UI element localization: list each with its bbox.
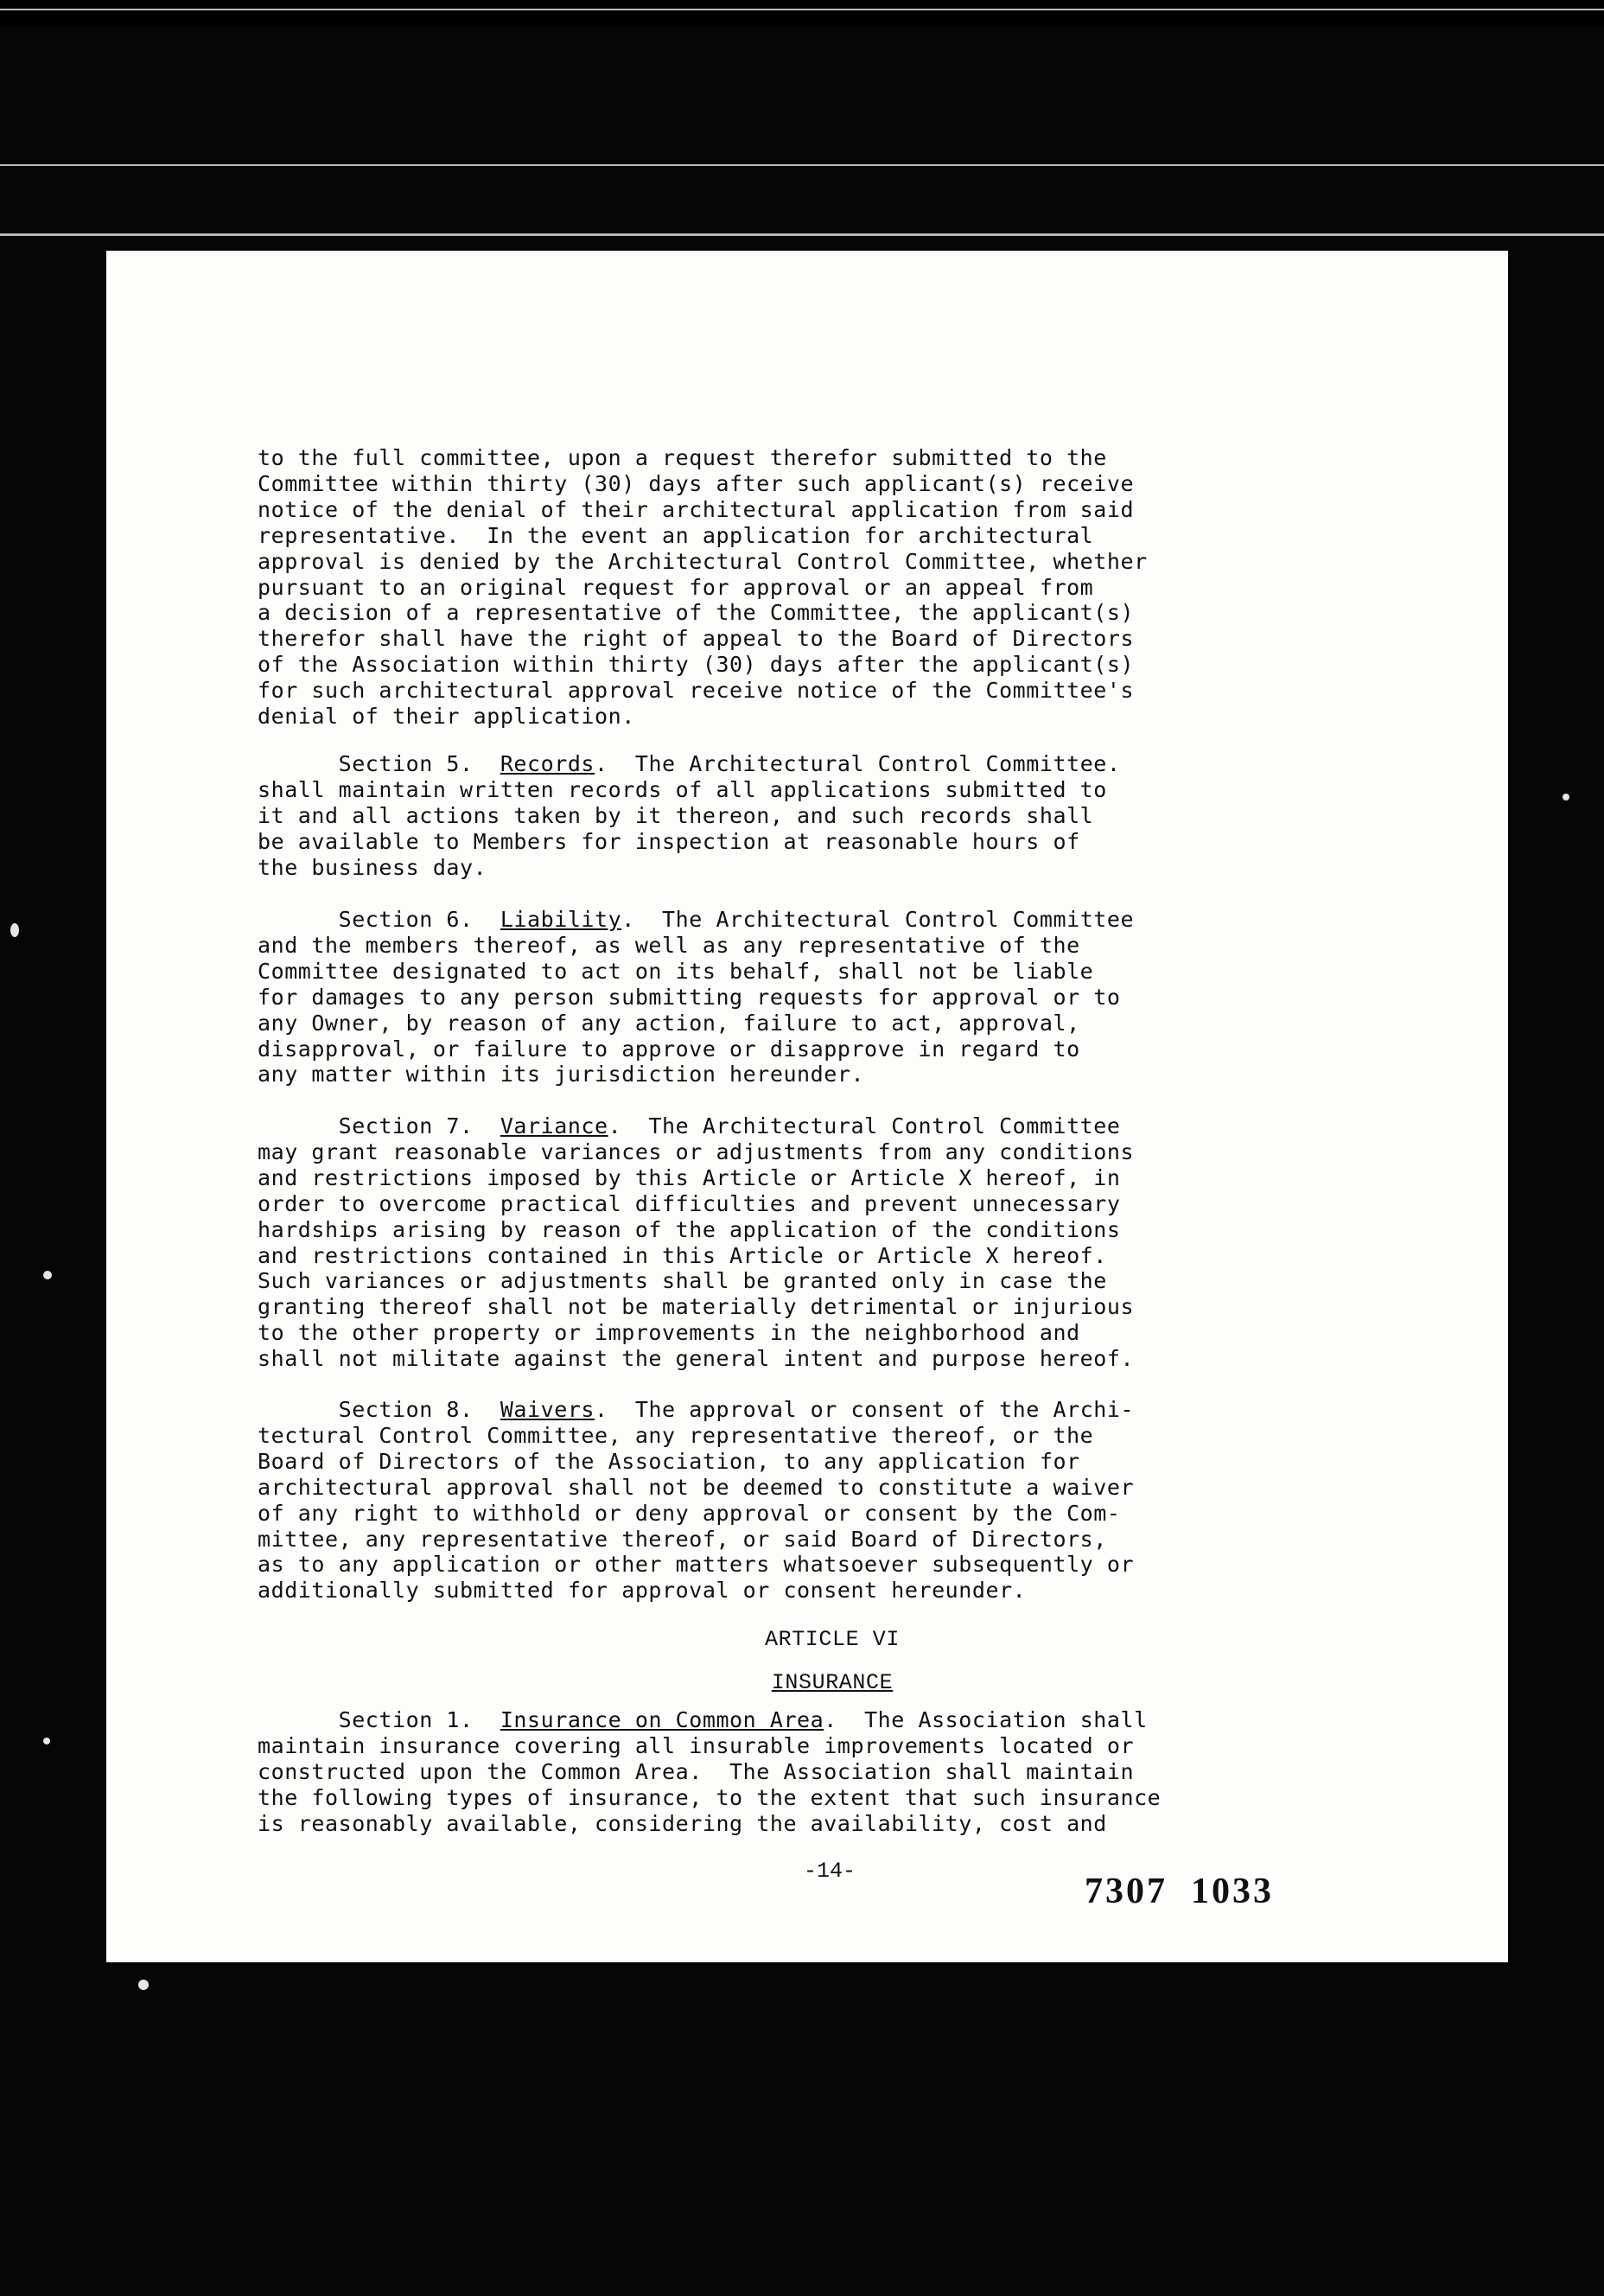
section-7 xyxy=(258,1113,1407,1372)
article-section-1-title: Insurance on Common Area xyxy=(500,1707,824,1732)
article-section-1-body: maintain insurance covering all insurable improvements located or constructed upon the Common Area. The Association shall maintain the following types of insurance, to the extent that such insurance is reasonably available, considering the availability, cost and xyxy=(258,1732,1162,1836)
section-5-number: Section 5. xyxy=(338,751,474,776)
article-section-1-number: Section 1. xyxy=(338,1707,474,1732)
section-8 xyxy=(258,1397,1407,1604)
article-section-1 xyxy=(258,1707,1407,1837)
article-title-text: INSURANCE xyxy=(771,1670,894,1695)
section-7-title: Variance xyxy=(500,1113,608,1138)
speck xyxy=(43,1738,50,1744)
article-section-1-first-line: . The Association shall xyxy=(824,1707,1148,1732)
scan-line xyxy=(0,233,1604,236)
section-8-number: Section 8. xyxy=(338,1397,474,1422)
speck xyxy=(10,923,19,937)
section-6 xyxy=(258,907,1407,1087)
section-5-first-line: . The Architectural Control Committee. xyxy=(595,751,1121,776)
section-6-title: Liability xyxy=(500,907,622,932)
section-6-first-line: . The Architectural Control Committee xyxy=(621,907,1135,932)
speck xyxy=(138,1980,149,1990)
section-5-title: Records xyxy=(500,751,595,776)
section-5 xyxy=(258,751,1407,881)
speck xyxy=(43,1271,52,1279)
document-number: 7307 1033 xyxy=(1085,1872,1274,1911)
article-title xyxy=(258,1670,1407,1695)
section-5-body: shall maintain written records of all applications submitted to it and all actions taken by it thereon, and such records shall be available to Members for inspection at reasonable hours of the business day. xyxy=(258,776,1107,880)
scan-line xyxy=(0,9,1604,10)
scan-line xyxy=(0,164,1604,166)
section-8-body: tectural Control Committee, any representative thereof, or the Board of Directors of the Association, to any application for architectural approval shall not be deemed to constitute a waiver of any right to withhold or deny approval or consent by the Com- mittee, any representative thereof, or said Board of Directors, as to any application or other matters whatsoever subsequently or additionally submitted for approval or consent hereunder. xyxy=(258,1422,1135,1604)
speck xyxy=(1563,794,1569,800)
section-6-body: and the members thereof, as well as any representative of the Committee designated to act on its behalf, shall not be liable for damages to any person submitting requests for approval or to any Owner, by reason of any action, failure to act, approval, disapproval, or failure to approve or disapprove in regard to any matter within its jurisdiction hereunder. xyxy=(258,932,1121,1087)
section-7-body: may grant reasonable variances or adjustments from any conditions and restrictions imposed by this Article or Article X hereof, in order to overcome practical difficulties and prevent unnecessary hardships arising by reason of the application of the conditions and restrictions contained in this Article or Article X hereof. Such variances or adjustments shall be granted only in case the granting thereof shall not be materially detrimental or injurious to the other property or improvements in the neighborhood and shall not militate against the general intent and purpose hereof. xyxy=(258,1138,1135,1372)
paragraph-continuation: to the full committee, upon a request therefor submitted to the Committee within thirty (30) days after such applicant(s) receive notice of the denial of their architectural application from said representative. In the event an application for architectural approval is denied by the Architectural Control Committee, whether pursuant to an original request for approval or an appeal from a decision of a representative of the Committee, the applicant(s) therefor shall have the right of appeal to the Board of Directors of the Association within thirty (30) days after the applicant(s) for such architectural approval receive notice of the Committee's denial of their application. xyxy=(258,445,1148,730)
section-8-title: Waivers xyxy=(500,1397,595,1422)
section-7-first-line: . The Architectural Control Committee xyxy=(608,1113,1121,1138)
scan-band-top xyxy=(0,0,1604,26)
section-7-number: Section 7. xyxy=(338,1113,474,1138)
article-number: ARTICLE VI xyxy=(764,1627,901,1652)
section-8-first-line: . The approval or consent of the Archi- xyxy=(595,1397,1135,1422)
page-number: -14- xyxy=(804,1859,856,1884)
section-6-number: Section 6. xyxy=(338,907,474,932)
